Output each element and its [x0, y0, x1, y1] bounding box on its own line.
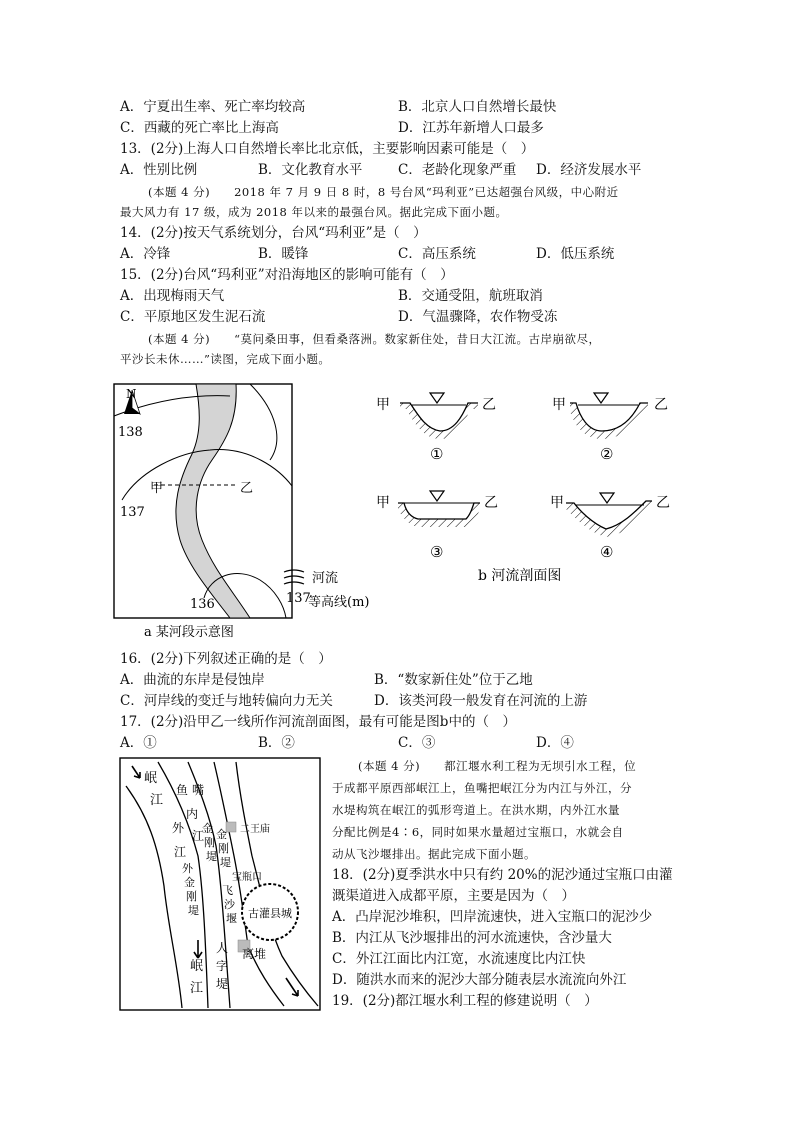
q13-option-b: B．文化教育水平 [258, 162, 363, 178]
q18-option-a: A．凸岸泥沙堆积，凹岸流速快，进入宝瓶口的泥沙少 [332, 909, 653, 925]
dujiangyan-intro-line3: 水堤构筑在岷江的弧形弯道上。在洪水期，内外江水量 [332, 803, 620, 817]
q14-option-d: D．低压系统 [536, 246, 615, 262]
legend-river-label: 河流 [312, 571, 339, 586]
wai-jingangdi-label-1: 外 [182, 862, 193, 875]
yi-label-1: 乙 [482, 397, 496, 413]
q17-option-d: D．④ [536, 735, 574, 751]
section-4 [550, 493, 670, 561]
q15-stem: 15．(2分)台风“玛利亚”对沿海地区的影响可能有（ ） [120, 267, 454, 283]
jia-label-map: 甲 [150, 481, 164, 496]
nei-jingangdi-label-2: 刚 [218, 842, 229, 855]
q17-option-b: B．② [258, 735, 295, 751]
q17-option-c: C．③ [398, 735, 436, 751]
wai-jingangdi-label-4: 堤 [188, 904, 199, 917]
q13-stem: 13．(2分)上海人口自然增长率比北京低，主要影响因素可能是（ ） [120, 141, 535, 157]
typhoon-intro-line2: 最大风力有 17 级，成为 2018 年以来的最强台风。据此完成下面小题。 [120, 205, 508, 219]
section-number-4: ④ [600, 543, 614, 561]
wai-jingangdi-label-3: 刚 [186, 890, 197, 903]
q18-stem-line1: 18．(2分)夏季洪水中只有约 20%的泥沙通过宝瓶口由灌 [332, 867, 673, 883]
dujiangyan-intro-line4: 分配比例是4∶6，同时如果水量超过宝瓶口，水就会自 [332, 825, 624, 839]
section-number-3: ③ [430, 543, 444, 561]
minjiang-label-bottom-1: 岷 [190, 959, 204, 974]
figure-c-dujiangyan-map [118, 756, 324, 1014]
q17-option-a: A．① [120, 735, 157, 751]
yuzui-label-2: 嘴 [192, 783, 205, 797]
q15-option-c: C．平原地区发生泥石流 [120, 309, 266, 325]
nei-jingangdi-label-1: 金 [216, 828, 227, 841]
figure-a-caption: a 某河段示意图 [144, 625, 234, 640]
feishayan-label-3: 堰 [226, 912, 237, 925]
guguan-county-label: 古灌县城 [248, 907, 292, 920]
q18-option-b: B．内江从飞沙堰排出的河水流速快，含沙量大 [332, 930, 612, 946]
q14-stem: 14．(2分)按天气系统划分，台风“玛利亚”是（ ） [120, 225, 427, 241]
neijiang-label-2: 江 [192, 829, 205, 843]
renzidi-label-3: 堤 [216, 977, 229, 991]
minjiang-label-top-1: 岷 [144, 771, 158, 786]
yi-label-4: 乙 [656, 495, 670, 511]
jia-label-2: 甲 [552, 397, 566, 413]
q12-option-b: B．北京人口自然增长最快 [398, 99, 557, 115]
minjiang-label-top-2: 江 [150, 793, 164, 808]
section-2 [552, 393, 668, 463]
q16-option-c: C．河岸线的变迁与地转偏向力无关 [120, 693, 333, 709]
section-number-2: ② [600, 445, 614, 463]
poem-intro-line1: (本题 4 分) “莫问桑田事，但看桑落洲。数家新住处，昔日大江流。古岸崩欲尽， [148, 332, 601, 346]
contour-label-138: 138 [118, 425, 143, 440]
q13-option-c: C．老龄化现象严重 [398, 162, 517, 178]
wai-jingangdi-label-2: 金 [184, 876, 195, 889]
q16-stem: 16．(2分)下列叙述正确的是（ ） [120, 651, 332, 667]
q16-option-a: A．曲流的东岸是侵蚀岸 [120, 672, 265, 688]
waijiang-label-2: 江 [174, 845, 187, 859]
dujiangyan-intro-line5: 动从飞沙堰排出。据此完成下面小题。 [332, 847, 536, 861]
section-3 [376, 491, 498, 561]
q14-option-c: C．高压系统 [398, 246, 476, 262]
q15-option-d: D．气温骤降，农作物受冻 [398, 309, 558, 325]
poem-intro-line2: 平沙长未休……”读图，完成下面小题。 [120, 352, 331, 366]
q12-option-c: C．西藏的死亡率比上海高 [120, 120, 279, 136]
section-1 [376, 393, 496, 463]
section-number-1: ① [430, 445, 444, 463]
jingangdi-label-2: 刚 [204, 836, 215, 849]
q18-option-d: D．随洪水而来的泥沙大部分随表层水流流向外江 [332, 972, 627, 988]
q14-option-a: A．冷锋 [120, 246, 171, 262]
erwangmiao-label: 二王庙 [240, 824, 270, 835]
yi-label-map: 乙 [240, 481, 254, 496]
yi-label-2: 乙 [654, 397, 668, 413]
q13-option-d: D．经济发展水平 [536, 162, 642, 178]
jingangdi-label-3: 堤 [206, 850, 217, 863]
dujiangyan-intro-line1: (本题 4 分) 都江堰水利工程为无坝引水工程，位 [358, 759, 637, 773]
yi-label-3: 乙 [484, 495, 498, 511]
q16-option-d: D．该类河段一般发育在河流的上游 [374, 693, 588, 709]
figure-b-cross-sections [370, 385, 680, 590]
yuzui-label-1: 鱼 [176, 783, 189, 797]
q17-stem: 17．(2分)沿甲乙一线所作河流剖面图，最有可能是图b中的（ ） [120, 714, 516, 730]
minjiang-label-bottom-2: 江 [190, 981, 204, 996]
jia-label-3: 甲 [376, 495, 390, 511]
north-label: N [126, 387, 137, 401]
nei-jingangdi-label-3: 堤 [220, 856, 231, 869]
jia-label-1: 甲 [376, 397, 390, 413]
renzidi-label-1: 人 [216, 941, 229, 955]
q15-option-a: A．出现梅雨天气 [120, 288, 225, 304]
figure-b-caption: b 河流剖面图 [478, 568, 562, 584]
baopingkou-label: 宝瓶口 [232, 872, 262, 883]
jia-label-4: 甲 [550, 495, 564, 511]
q13-option-a: A．性别比例 [120, 162, 198, 178]
figure-a-river-map [110, 380, 370, 642]
q14-option-b: B．暖锋 [258, 246, 309, 262]
contour-label-137-bottom: 137 [286, 591, 311, 606]
q12-option-d: D．江苏年新增人口最多 [398, 120, 544, 136]
typhoon-intro-line1: (本题 4 分) 2018 年 7 月 9 日 8 时，8 号台风“玛利亚”已达超强台风级，中心附近 [148, 185, 619, 199]
neijiang-label-1: 内 [186, 807, 199, 821]
waijiang-label-1: 外 [172, 821, 185, 835]
dujiangyan-intro-line2: 于成都平原西部岷江上，鱼嘴把岷江分为内江与外江，分 [332, 781, 632, 795]
lidui-label: 离堆 [242, 947, 267, 961]
q19-stem: 19．(2分)都江堰水利工程的修建说明（ ） [332, 993, 598, 1009]
feishayan-label-1: 飞 [222, 884, 233, 897]
jingangdi-label-1: 金 [202, 822, 213, 835]
q18-option-c: C．外江江面比内江宽，水流速度比内江快 [332, 951, 586, 967]
renzidi-label-2: 字 [216, 959, 229, 973]
contour-label-137-left: 137 [120, 505, 145, 520]
contour-label-136: 136 [190, 597, 215, 612]
feishayan-label-2: 沙 [224, 898, 235, 911]
q18-stem-line2: 溉渠道进入成都平原，主要是因为（ ） [332, 888, 575, 904]
q16-option-b: B．“数家新住处”位于乙地 [374, 672, 533, 688]
river-legend-symbol [284, 570, 304, 584]
legend-contour-label: 等高线(m) [308, 595, 370, 610]
q12-option-a: A．宁夏出生率、死亡率均较高 [120, 99, 306, 115]
q15-option-b: B．交通受阻，航班取消 [398, 288, 543, 304]
